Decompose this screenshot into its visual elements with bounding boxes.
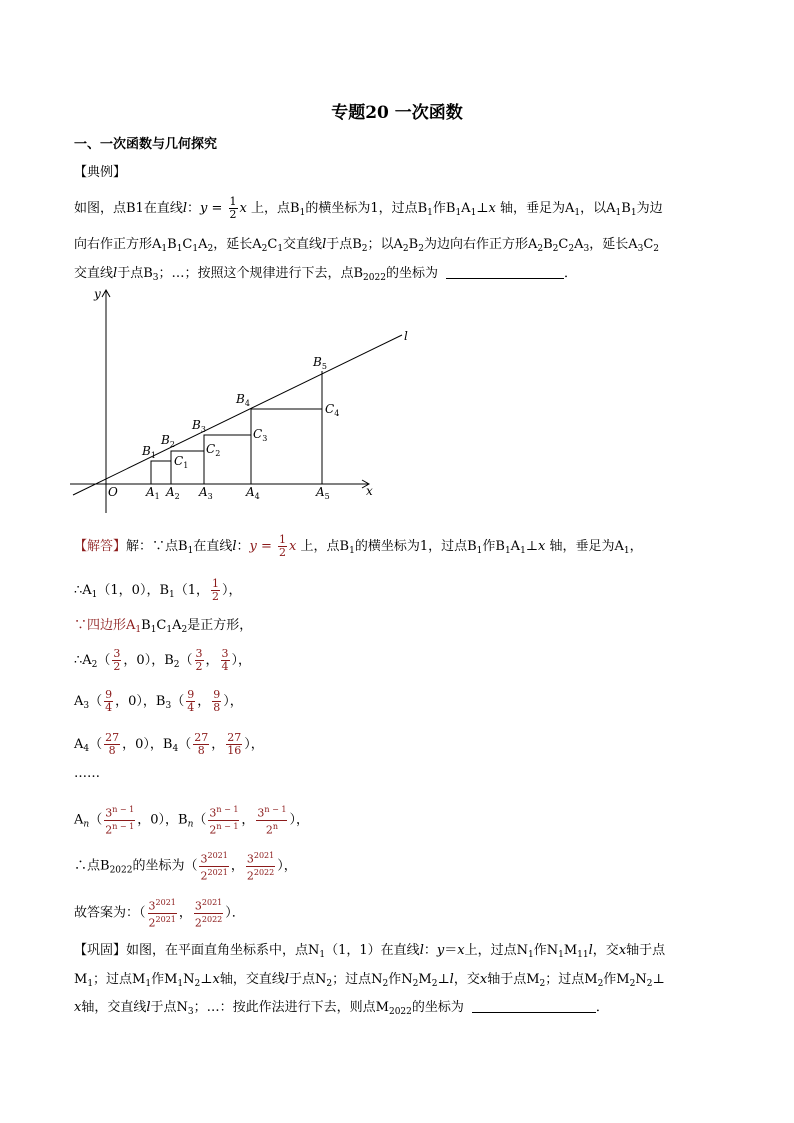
label-c3: $C_3$ [253,427,268,443]
answer-blank [446,278,564,279]
geometry-figure [68,285,408,515]
fraction: $\frac{3}{2}$ [113,647,121,673]
label-o: O [108,485,118,499]
fraction: $\frac{27}{8}$ [194,731,209,757]
fraction: $\frac{27}{8}$ [105,731,120,757]
solution-line-2: $\therefore A_1(1$，0），$B_1(1$， $\frac{1}{2}$ ）， [74,577,242,603]
example-line-3: 交直线l于点$B_3$；…；按照这个规律进行下去，点$B_{2022}$的坐标为 ． [74,266,577,283]
consolidate-line-1: 【巩固】如图，在平面直角坐标系中，点$N_1(1$，1）在直线l：y＝x上，过点$N_1$作$N_1M_{11}l$，交x轴于点 [74,943,666,960]
consolidate-line-3: x轴，交直线l于点$N_3$；…：按此作法进行下去，则点$M_{2022}$的坐标为 ． [74,1000,609,1017]
label-a5: $A_5$ [316,485,330,501]
fraction: $\frac{3^{2021}}{2^{2022}}$ [194,898,223,930]
label-a4: $A_4$ [246,485,260,501]
fraction: $\frac{9}{4}$ [187,688,195,714]
answer-blank-2 [472,1012,596,1013]
fraction: $\frac{1}{2}$ [229,195,237,221]
consolidate-tag: 【巩固】 [74,943,127,958]
solution-line-7: …… [74,766,100,781]
solution-line-9: ∴点$B_{2022}$的坐标为（ $\frac{3^{2021}}{2^{2021}}$ ， $\frac{3^{2021}}{2^{2022}}$ ）， [74,851,297,883]
label-b5: $B_5$ [313,355,327,371]
label-b4: $B_4$ [236,392,250,408]
label-b1: $B_1$ [142,444,156,460]
fraction: $\frac{9}{4}$ [105,688,113,714]
label-a2: $A_2$ [166,485,180,501]
solution-line-6: $A_4$（ $\frac{27}{8}$ ，0），$B_4$（ $\frac{27}{8}$ ， $\frac{27}{16}$ ）， [74,731,264,757]
solution-line-1: 【解答】解：∵点$B_1$在直线l：y = $\frac{1}{2}$ x 上，点$B_1$的横坐标为1，过点$B_1$作$B_1A_1\perp x$ 轴，垂足为$A_1$， [74,533,643,559]
solution-line-5: $A_3$（ $\frac{9}{4}$ ，0），$B_3$（ $\frac{9}{4}$ ， $\frac{9}{8}$ ）， [74,688,243,714]
square-4 [251,409,322,484]
fraction: $\frac{3}{2}$ [195,647,203,673]
fraction: $\frac{3^{n - 1}}{2^{n - 1}}$ [105,805,135,837]
fraction: $\frac{3^{2021}}{2^{2022}}$ [246,851,275,883]
solution-tag: 【解答】 [74,539,127,554]
fraction: $\frac{3}{4}$ [221,647,229,673]
solution-line-3: ∵四边形$A_1B_1C_1A_2$是正方形， [74,618,253,635]
fraction: $\frac{9}{8}$ [213,688,221,714]
fraction: $\frac{3^{n - 1}}{2^{n - 1}}$ [209,805,239,837]
label-c4: $C_4$ [325,402,340,418]
line-l [73,335,402,495]
fraction: $\frac{1}{2}$ [279,533,287,559]
label-a3: $A_3$ [199,485,213,501]
label-c1: $C_1$ [174,454,189,470]
fraction: $\frac{27}{16}$ [227,731,242,757]
label-b2: $B_2$ [161,433,175,449]
example-tag: 【典例】 [74,165,127,180]
label-b3: $B_3$ [192,418,206,434]
label-a1: $A_1$ [146,485,160,501]
square-1 [151,461,171,484]
fraction: $\frac{3^{2021}}{2^{2021}}$ [148,898,176,930]
fraction: $\frac{1}{2}$ [212,577,220,603]
solution-line-8: $A_n$（ $\frac{3^{n - 1}}{2^{n - 1}}$ ，0），$B_n$（ $\frac{3^{n - 1}}{2^{n - 1}}$ ， $\frac{3^{n - 1}}{2^n}$ ）， [74,805,309,837]
solution-line-10: 故答案为：（ $\frac{3^{2021}}{2^{2021}}$ ， $\frac{3^{2021}}{2^{2022}}$ ）． [74,898,245,930]
section-heading: 一、一次函数与几何探究 [74,137,218,152]
fraction: $\frac{3^{2021}}{2^{2021}}$ [200,851,228,883]
label-y: y [94,287,101,301]
example-line-2: 向右作正方形$A_1B_1C_1A_2$，延长$A_2C_1$交直线l于点$B_2$；以$A_2B_2$为边向右作正方形$A_2B_2C_2A_3$，延长$A_3C_2$ [74,237,659,254]
label-c2: $C_2$ [206,442,221,458]
fraction: $\frac{3^{n - 1}}{2^n}$ [257,805,287,837]
example-line-1: 如图，点B1在直线l：y = $\frac{1}{2}$ x 上，点$B_1$的横坐标为1，过点$B_1$作$B_1A_1\perp x$ 轴，垂足为$A_1$，以$A_1B_1$为边 [74,195,663,221]
label-l: l [404,329,408,343]
consolidate-line-2: $M_1$；过点$M_1$作$M_1N_2\perp x$轴，交直线l于点$N_2$；过点$N_2$作$N_2M_2\perp l$，交x轴于点$M_2$；过点$M_2$作$M_2N_2\perp$ [74,972,665,989]
solution-line-4: $\therefore A_2$（ $\frac{3}{2}$ ，0），$B_2$（ $\frac{3}{2}$ ， $\frac{3}{4}$ ）， [74,647,252,673]
page-title: 专题20 一次函数 [331,103,463,123]
label-x: x [366,484,373,498]
